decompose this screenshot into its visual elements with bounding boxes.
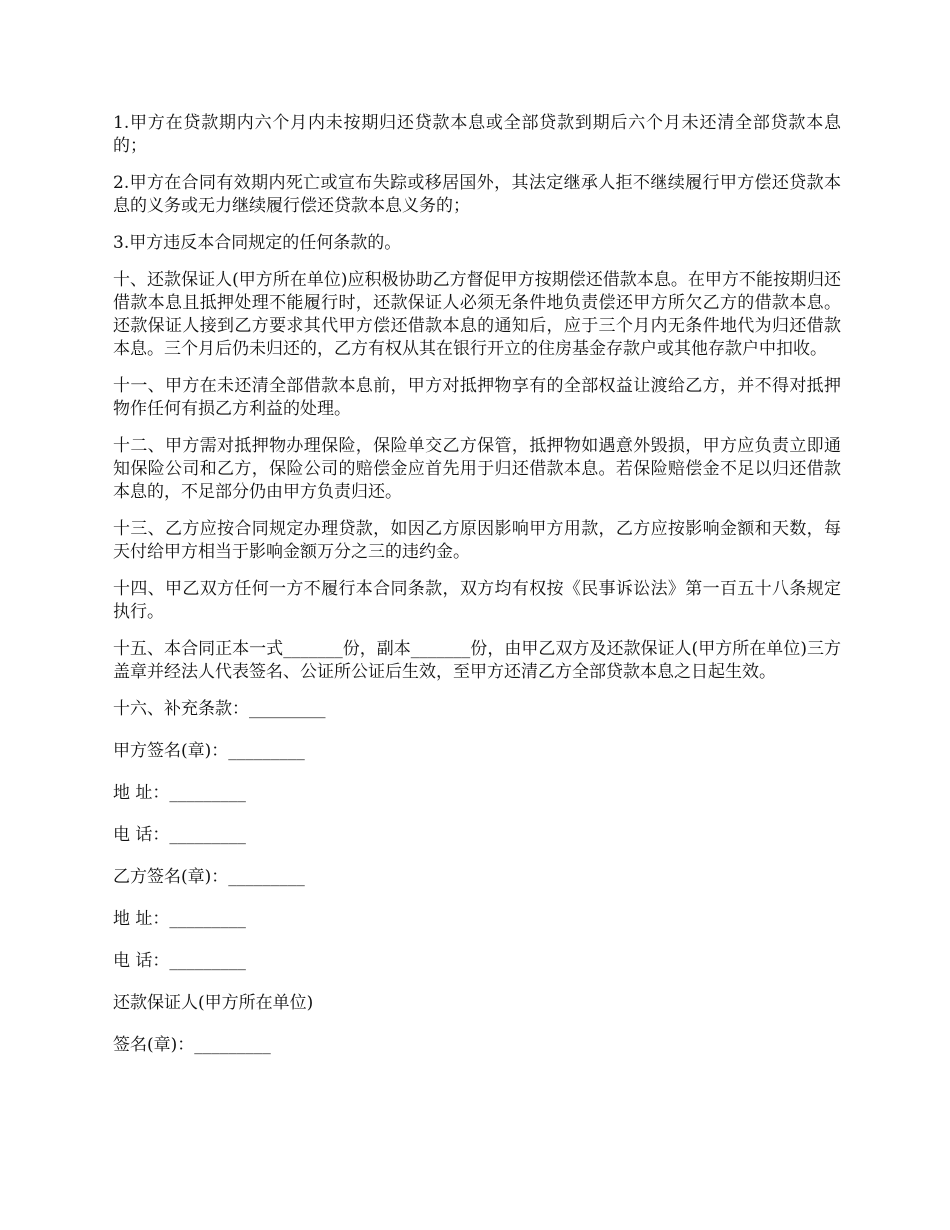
clause-paragraph: 2.甲方在合同有效期内死亡或宣布失踪或移居国外，其法定继承人拒不继续履行甲方偿还贷款本息的义务或无力继续履行偿还贷款本息义务的； [113,173,841,216]
clause-paragraph: 十三、乙方应按合同规定办理贷款，如因乙方原因影响甲方用款，乙方应按影响金额和天数，每天付给甲方相当于影响金额万分之三的违约金。 [113,519,841,562]
document-body [113,112,841,1076]
party-b-address-field: 地 址：_________ [113,909,246,929]
clause-paragraph: 3.甲方违反本合同规定的任何条款的。 [113,233,402,253]
guarantor-signature-field: 签名(章)：_________ [113,1035,271,1055]
guarantor-heading: 还款保证人(甲方所在单位) [113,993,314,1013]
clause-paragraph: 十二、甲方需对抵押物办理保险，保险单交乙方保管，抵押物如遇意外毁损，甲方应负责立即通知保险公司和乙方，保险公司的赔偿金应首先用于归还借款本息。若保险赔偿金不足以归还借款本息的，不足部分仍由甲方负责归还。 [113,436,841,502]
party-b-signature-field: 乙方签名(章)：_________ [113,867,305,887]
clause-paragraph: 十一、甲方在未还清全部借款本息前，甲方对抵押物享有的全部权益让渡给乙方，并不得对抵押物作任何有损乙方利益的处理。 [113,376,841,419]
party-a-address-field: 地 址：_________ [113,783,246,803]
clause-paragraph: 十五、本合同正本一式_______份，副本_______份，由甲乙双方及还款保证人(甲方所在单位)三方盖章并经法人代表签名、公证所公证后生效，至甲方还清乙方全部贷款本息之日起生效。 [113,639,841,682]
party-a-phone-field: 电 话：_________ [113,825,246,845]
clause-paragraph: 十、还款保证人(甲方所在单位)应积极协助乙方督促甲方按期偿还借款本息。在甲方不能按期归还借款本息且抵押处理不能履行时，还款保证人必须无条件地负责偿还甲方所欠乙方的借款本息。还款保证人接到乙方要求其代甲方偿还借款本息的通知后，应于三个月内无条件地代为归还借款本息。三个月后仍未归还的，乙方有权从其在银行开立的住房基金存款户或其他存款户中扣收。 [113,270,841,359]
clause-paragraph: 十四、甲乙双方任何一方不履行本合同条款，双方均有权按《民事诉讼法》第一百五十八条规定执行。 [113,579,841,622]
clause-paragraph: 1.甲方在贷款期内六个月内未按期归还贷款本息或全部贷款到期后六个月未还清全部贷款本息的； [113,113,841,156]
party-b-phone-field: 电 话：_________ [113,951,246,971]
party-a-signature-field: 甲方签名(章)：_________ [113,741,305,761]
supplementary-terms-field: 十六、补充条款：_________ [113,699,326,719]
